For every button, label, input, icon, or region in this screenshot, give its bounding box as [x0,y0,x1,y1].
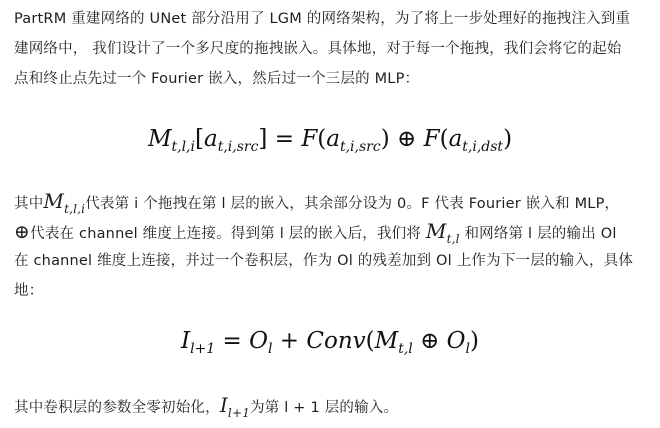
conclusion-line [14,390,646,420]
eq1-lhs-symbol: M [147,126,172,152]
eq1-f1: F [301,126,318,152]
eq1-lhs-arg: a [203,126,218,152]
explanation-l1-post: 代表第 i 个拖拽在第 l 层的嵌入，其余部分设为 0。F 代表 Fourier 嵌入和 MLP， [85,196,620,212]
explanation-oplus-symbol: ⊕ [14,221,31,243]
eq1-f2: F [423,126,440,152]
equation-drag-embedding: $M_{t,l,i}[a_{t,i,src}] = F(a_{t,i,src})$ ⊕ $F(a_{t,i,dst})$ [147,126,513,155]
eq1-lhs-arg-sub: t,i,src [217,139,259,155]
intro-line-2: 建网络中， 我们设计了一个多尺度的拖拽嵌入。具体地，对于每一个拖拽，我们会将它的起始 [14,41,622,57]
eq2-o-sub: l [267,341,273,357]
intro-line-1: PartRM 重建网络的 UNet 部分沿用了 LGM 的网络架构，为了将上一步处理好的拖拽注入到重 [14,11,631,27]
intro-paragraph [14,4,646,94]
equation-residual-update: $I_{l+1} = O_l$ + $Conv(M_{t,l}$ ⊕ $O_l$) [181,328,479,357]
eq2-conv: Conv [306,328,366,354]
eq2-o: O [249,328,268,354]
conclusion-post: 为第 l + 1 层的输入。 [250,400,399,416]
explanation-l2-post: 和网络第 l 层的输出 Ol [459,226,617,242]
explanation-line-4: 地： [14,283,44,299]
eq2-m-sub: t,l [398,341,413,357]
eq2-o2-sub: l [465,341,470,357]
explanation-line-2 [14,216,646,246]
conclusion-symbol-sub: l+1 [227,406,251,420]
explanation-l1-symbol: M [43,189,65,213]
eq1-f1-arg: a [326,126,340,152]
eq2-equals: = [222,328,242,354]
explanation-l2-symbol-sub: t,l [446,232,460,246]
conclusion-paragraph [14,390,646,420]
eq1-f2-arg-sub: t,i,dst [462,139,504,155]
eq1-equals: = [274,126,294,152]
eq2-lhs: I [181,328,191,354]
conclusion-pre: 其中卷积层的参数全零初始化， [14,400,220,416]
conclusion-symbol: I [219,393,228,417]
eq2-plus: + [279,328,300,354]
explanation-l2-symbol: M [425,219,447,243]
eq2-m: M [374,328,399,354]
explanation-l2-mid: 代表在 channel 维度上连接。得到第 l 层的嵌入后，我们将 [30,226,426,242]
eq1-f2-arg: a [448,126,463,152]
eq2-oplus: ⊕ [420,328,440,354]
explanation-paragraph [14,186,646,306]
eq1-lhs-sub: t,l,i [171,139,195,155]
explanation-line-1 [14,186,646,216]
intro-line-3: 点和终止点先过一个 Fourier 嵌入，然后过一个三层的 MLP： [14,71,420,87]
explanation-line-3: 在 channel 维度上连接，并过一个卷积层，作为 Ol 的残差加到 Ol 上作为下一层的输入，具体 [14,253,634,269]
eq2-o2: O [446,328,466,354]
eq1-f1-arg-sub: t,i,src [339,139,381,155]
explanation-l1-pre: 其中 [14,196,44,212]
explanation-l1-symbol-sub: t,l,i [64,202,86,216]
eq2-lhs-sub: l+1 [190,341,216,357]
eq1-oplus: ⊕ [397,126,417,152]
